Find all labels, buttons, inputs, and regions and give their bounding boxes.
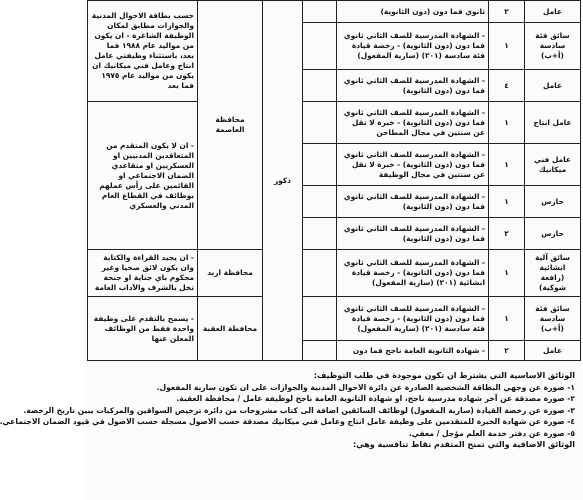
blank-cell [303, 102, 337, 144]
location-aqaba: محافظة العقبة [198, 297, 263, 361]
extra-documents-heading: الوثائق الاضافية والتي تمنح المتقدم نقاط تنافسية وهي: [352, 440, 575, 449]
condition-3: - ان يجيد القراءة والكتابة وان يكون لائق صحيا وغير محكوم باي جناية او جنحة تخل بالشرف والآداب العامة [88, 250, 198, 297]
table-row [88, 102, 581, 144]
qualification: - الشهادة المدرسية للصف الثاني ثانوي فما دون (دون الثانوية) [337, 186, 489, 218]
blank-cell [303, 341, 337, 361]
blank-cell [303, 250, 337, 297]
vacancy-count: ١ [489, 102, 525, 144]
location-capital: محافظة العاصمة [198, 1, 263, 250]
vacancy-count: ٢ [489, 218, 525, 250]
blank-cell [303, 70, 337, 102]
document-item: ١- صورة عن وجهي البطاقة الشخصية الصادرة عن دائرة الاحوال المدنية والجوازات على ان تكون سارية المفعول. [156, 382, 575, 392]
document-item: ٢- صورة مصدقة عن آخر شهادة مدرسية ناجح، او شهادة الثانوية العامة ناجح لوظيفة عامل / محافظة العقبة. [176, 394, 575, 403]
job-title: حارس [525, 186, 581, 218]
blank-cell [303, 1, 337, 23]
job-title: عامل [525, 70, 581, 102]
blank-cell [303, 144, 337, 186]
blank-cell [303, 297, 337, 341]
vacancy-count: ٢ [489, 341, 525, 361]
qualification: ثانوي فما دون (دون الثانوية) [337, 1, 489, 23]
vacancy-count: ٤ [489, 70, 525, 102]
documents-heading: الوثائق الاساسية التي يشترط ان تكون موجودة في طلب التوظيف: [313, 371, 575, 380]
job-title: عامل فني ميكانيك [525, 144, 581, 186]
document-item: ٤- صورة عن شهادة الخبرة للمتقدمين على وظيفة عامل انتاج وعامل فني ميكانيك مصدقة حسب الاصول مسجلة حسب الاصول في قيود الضمان الاجتماعي. [0, 417, 575, 426]
blank-cell [303, 23, 337, 70]
vacancy-count: ٢ [489, 1, 525, 23]
job-title: عامل انتاج [525, 102, 581, 144]
condition-1: حسب بطاقة الاحوال المدنية والجوازات مطابق لمكان الوظيفة الشاغرة - ان يكون من مواليد عام ١٩٨٨ فما بعد، باستثناء وظيفتي عامل انتاج وعامل فني ميكانيك ان يكون من مواليد عام ١٩٧٥ فما بعد [88, 1, 198, 102]
qualification: - الشهادة المدرسية للصف الثاني ثانوي فما دون (دون الثانوية) - خبرة لا تقل عن سنتين في مجال الوظيفة [337, 144, 489, 186]
document-item: ٥- صورة عن دفتر خدمة العلم مؤجل / معفي. [408, 428, 575, 438]
qualification: - شهادة الثانوية العامة ناجح فما دون [337, 341, 489, 361]
vacancy-count: ١ [489, 250, 525, 297]
document-item: ٣- صورة عن رخصة القيادة (سارية المفعول) لوظائف السائقين اضافة الى كتاب مشروحات من دائرة ترخيص السواقين والمركبات يبين تاريخ الرخصة. [23, 405, 575, 415]
table-row [88, 250, 581, 297]
job-title: حارس [525, 218, 581, 250]
job-title: عامل [525, 341, 581, 361]
table-row [88, 297, 581, 341]
job-title: سائق فئة سادسة (أ+ب) [525, 297, 581, 341]
job-title: عامل [525, 1, 581, 23]
blank-cell [303, 218, 337, 250]
condition-4: - يسمح بالتقدم على وظيفة واحدة فقط من الوظائف المعلن عنها [88, 297, 198, 361]
qualification: - الشهادة المدرسية للصف الثاني ثانوي فما دون (دون الثانوية) - خبرة لا تقل عن سنتين في مجال المطاحن [337, 102, 489, 144]
job-title: سائق فئة سادسة (أ+ب) [525, 23, 581, 70]
vacancy-count: ١ [489, 186, 525, 218]
qualification: - الشهادة المدرسية للصف الثاني ثانوي فما دون (دون الثانوية) [337, 70, 489, 102]
vacancy-count: ١ [489, 23, 525, 70]
qualification: - الشهادة المدرسية للصف الثاني ثانوي فما دون (دون الثانوية) - رخصة قيادة فئة سادسة (٢٠١) (سارية المفعول) [337, 297, 489, 341]
job-title: سائق آلية انشائية (رافعة شوكية) [525, 250, 581, 297]
location-irbid: محافظة اربد [198, 250, 263, 297]
gender-cell: ذكور [263, 1, 303, 361]
required-documents [0, 370, 575, 451]
vacancies-table [87, 0, 581, 361]
qualification: - الشهادة المدرسية للصف الثاني ثانوي فما دون (دون الثانوية) - رخصة قيادة انشائية (٢٠١) (سارية المفعول) [337, 250, 489, 297]
vacancy-count: ١ [489, 297, 525, 341]
table-row [88, 1, 581, 23]
condition-2: - ان لا يكون المتقدم من المتعاقدين المدنيين او العسكريين او متقاعدي الضمان الاجتماعي او القائمين على رأس عملهم بوظائف في القطاع العام المدني والعسكري [88, 102, 198, 250]
vacancy-count: ١ [489, 144, 525, 186]
qualification: - الشهادة المدرسية للصف الثاني ثانوي فما دون (دون الثانوية) - رخصة قيادة فئة سادسة (٢٠١) (سارية المفعول) [337, 23, 489, 70]
qualification: - الشهادة المدرسية للصف الثاني ثانوي فما دون (دون الثانوية) [337, 218, 489, 250]
blank-cell [303, 186, 337, 218]
